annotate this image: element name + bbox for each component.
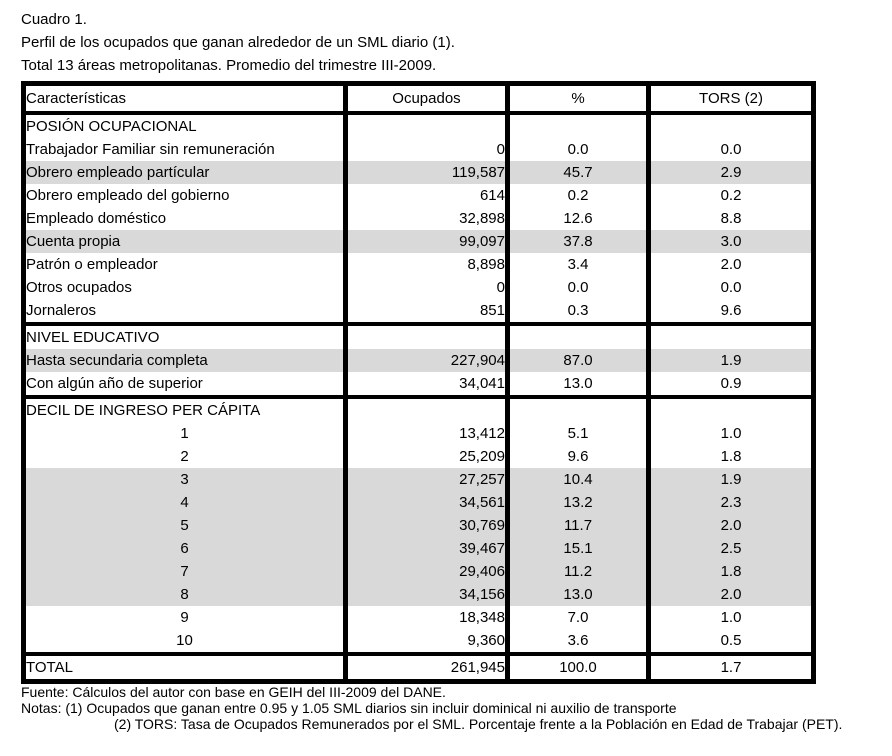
row-label: Patrón o empleador xyxy=(26,256,158,273)
table-row xyxy=(24,138,814,161)
cell-tors: 2.0 xyxy=(649,583,814,606)
cell-percent: 3.6 xyxy=(508,629,649,654)
cell-ocupados: 34,041 xyxy=(346,372,508,397)
cell-ocupados: 39,467 xyxy=(346,537,508,560)
cell-ocupados: 34,156 xyxy=(346,583,508,606)
cell-tors: 1.8 xyxy=(649,560,814,583)
cell-ocupados: 32,898 xyxy=(346,207,508,230)
row-label: 1 xyxy=(180,425,189,442)
row-label: Empleado doméstico xyxy=(26,210,167,227)
cell-percent: 10.4 xyxy=(508,468,649,491)
cell-tors: 2.9 xyxy=(649,161,814,184)
caption-number: Cuadro 1. xyxy=(21,11,87,28)
cell-ocupados: 0 xyxy=(346,138,508,161)
cell-tors: 1.9 xyxy=(649,468,814,491)
cell-percent: 15.1 xyxy=(508,537,649,560)
table-row xyxy=(24,207,814,230)
cell-ocupados xyxy=(346,324,508,349)
cell-ocupados xyxy=(346,113,508,138)
section-row xyxy=(24,324,814,349)
column-header-tors: TORS (2) xyxy=(649,84,814,114)
row-label: TOTAL xyxy=(24,654,346,682)
cell-tors: 0.0 xyxy=(649,138,814,161)
cell-percent: 0.2 xyxy=(508,184,649,207)
row-label: 5 xyxy=(24,514,346,537)
cell-ocupados: 614 xyxy=(346,184,508,207)
cell-ocupados: 30,769 xyxy=(346,514,508,537)
row-label: 7 xyxy=(24,560,346,583)
row-label: Jornaleros xyxy=(26,302,97,319)
row-label: Hasta secundaria completa xyxy=(24,349,346,372)
table-header-row xyxy=(24,84,814,114)
cell-tors: 9.6 xyxy=(649,299,814,324)
cell-percent: 3.4 xyxy=(508,253,649,276)
cell-tors: 0.2 xyxy=(649,184,814,207)
row-label: POSIÓN OCUPACIONAL xyxy=(26,118,197,135)
cell-percent: 0.3 xyxy=(508,299,649,324)
cell-ocupados: 119,587 xyxy=(346,161,508,184)
row-label: 4 xyxy=(24,491,346,514)
cell-percent xyxy=(508,324,649,349)
row-label: Con algún año de superior xyxy=(26,375,203,392)
cell-tors: 1.0 xyxy=(649,606,814,629)
cell-ocupados: 0 xyxy=(346,276,508,299)
cell-tors: 3.0 xyxy=(649,230,814,253)
table-row xyxy=(24,349,814,372)
cell-ocupados: 27,257 xyxy=(346,468,508,491)
table-row xyxy=(24,253,814,276)
table-row xyxy=(24,276,814,299)
row-label: NIVEL EDUCATIVO xyxy=(24,324,346,349)
cell-percent: 0.0 xyxy=(508,276,649,299)
table-row xyxy=(24,491,814,514)
table-row xyxy=(24,629,814,654)
footer-note-2: (2) TORS: Tasa de Ocupados Remunerados por el SML. Porcentaje frente a la Población en Edad de Trabajar (PET). xyxy=(114,716,843,732)
cell-percent: 5.1 xyxy=(508,422,649,445)
total-row xyxy=(24,654,814,682)
table-row xyxy=(24,230,814,253)
section-row xyxy=(24,113,814,138)
cell-percent: 13.0 xyxy=(508,372,649,397)
row-label: Trabajador Familiar sin remuneración xyxy=(26,141,275,158)
cell-ocupados: 851 xyxy=(346,299,508,324)
cell-percent: 11.2 xyxy=(508,560,649,583)
cell-ocupados: 34,561 xyxy=(346,491,508,514)
cell-percent xyxy=(508,113,649,138)
section-row xyxy=(24,397,814,422)
cell-tors: 0.0 xyxy=(649,276,814,299)
row-label: 6 xyxy=(24,537,346,560)
cell-tors xyxy=(649,324,814,349)
cell-percent xyxy=(508,397,649,422)
cell-tors: 2.0 xyxy=(649,253,814,276)
cell-percent: 9.6 xyxy=(508,445,649,468)
cell-tors: 1.8 xyxy=(649,445,814,468)
table-row xyxy=(24,514,814,537)
cell-tors: 1.0 xyxy=(649,422,814,445)
cell-ocupados: 8,898 xyxy=(346,253,508,276)
column-header-caracteristicas: Características xyxy=(24,84,346,114)
cell-percent: 13.0 xyxy=(508,583,649,606)
table-row xyxy=(24,372,814,397)
table-header xyxy=(24,84,814,114)
row-label: DECIL DE INGRESO PER CÁPITA xyxy=(24,397,346,422)
cell-percent: 100.0 xyxy=(508,654,649,682)
table-row xyxy=(24,468,814,491)
cell-ocupados: 227,904 xyxy=(346,349,508,372)
caption-subtitle: Total 13 áreas metropolitanas. Promedio del trimestre III-2009. xyxy=(21,57,437,74)
statistics-table xyxy=(21,81,816,684)
cell-ocupados: 13,412 xyxy=(346,422,508,445)
cell-percent: 12.6 xyxy=(508,207,649,230)
row-label: 9 xyxy=(180,609,189,626)
cell-ocupados: 261,945 xyxy=(346,654,508,682)
row-label: 2 xyxy=(180,448,189,465)
cell-tors: 0.5 xyxy=(649,629,814,654)
cell-tors xyxy=(649,113,814,138)
cell-percent: 7.0 xyxy=(508,606,649,629)
cell-percent: 13.2 xyxy=(508,491,649,514)
table-row xyxy=(24,606,814,629)
cell-percent: 0.0 xyxy=(508,138,649,161)
cell-ocupados: 99,097 xyxy=(346,230,508,253)
cell-tors: 1.7 xyxy=(649,654,814,682)
row-label: Otros ocupados xyxy=(26,279,132,296)
cell-tors: 2.0 xyxy=(649,514,814,537)
cell-percent: 37.8 xyxy=(508,230,649,253)
cell-ocupados xyxy=(346,397,508,422)
footer-note-1: Notas: (1) Ocupados que ganan entre 0.95 y 1.05 SML diarios sin incluir dominical ni auxilio de transporte xyxy=(21,700,677,716)
table-footer xyxy=(21,684,881,732)
cell-ocupados: 29,406 xyxy=(346,560,508,583)
row-label: Obrero empleado del gobierno xyxy=(26,187,230,204)
caption-title: Perfil de los ocupados que ganan alrededor de un SML diario (1). xyxy=(21,34,455,51)
row-label: 10 xyxy=(176,632,193,649)
cell-percent: 11.7 xyxy=(508,514,649,537)
table-row xyxy=(24,184,814,207)
table-row xyxy=(24,445,814,468)
table-row xyxy=(24,422,814,445)
table-row xyxy=(24,583,814,606)
table-body xyxy=(24,113,814,682)
table-caption xyxy=(21,8,881,77)
row-label: 8 xyxy=(24,583,346,606)
row-label: Obrero empleado partícular xyxy=(24,161,346,184)
cell-tors: 8.8 xyxy=(649,207,814,230)
row-label: Cuenta propia xyxy=(24,230,346,253)
table-row xyxy=(24,537,814,560)
footer-source: Fuente: Cálculos del autor con base en GEIH del III-2009 del DANE. xyxy=(21,684,446,700)
column-header-percent: % xyxy=(508,84,649,114)
cell-tors: 2.5 xyxy=(649,537,814,560)
column-header-ocupados: Ocupados xyxy=(346,84,508,114)
table-row xyxy=(24,161,814,184)
cell-ocupados: 18,348 xyxy=(346,606,508,629)
cell-tors xyxy=(649,397,814,422)
cell-ocupados: 25,209 xyxy=(346,445,508,468)
cell-tors: 1.9 xyxy=(649,349,814,372)
row-label: 3 xyxy=(24,468,346,491)
cell-tors: 2.3 xyxy=(649,491,814,514)
table-row xyxy=(24,299,814,324)
cell-percent: 45.7 xyxy=(508,161,649,184)
cell-ocupados: 9,360 xyxy=(346,629,508,654)
cell-percent: 87.0 xyxy=(508,349,649,372)
table-row xyxy=(24,560,814,583)
cell-tors: 0.9 xyxy=(649,372,814,397)
